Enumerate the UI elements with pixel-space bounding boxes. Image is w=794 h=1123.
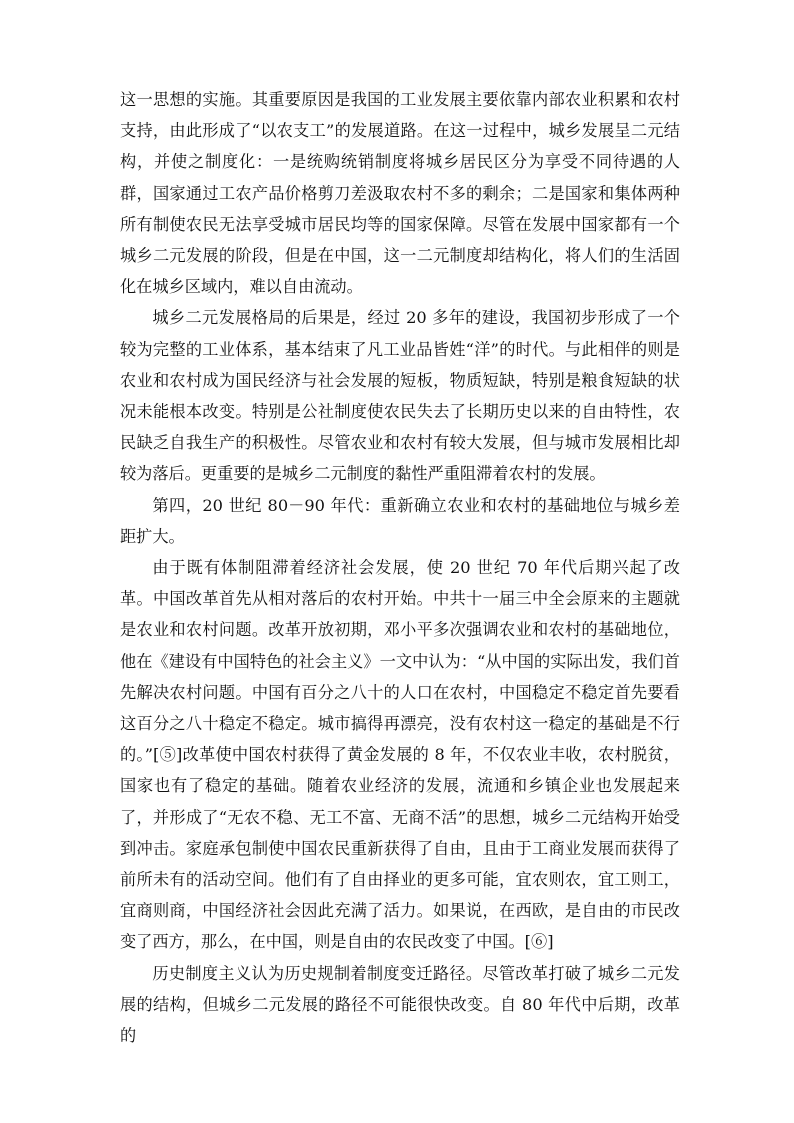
paragraph-5: 历史制度主义认为历史规制着制度变迁路径。尽管改革打破了城乡二元发展的结构，但城乡二元发展的路径不可能很快改变。自 80 年代中后期，改革的 bbox=[120, 963, 680, 1046]
paragraph-3-heading: 第四，20 世纪 80－90 年代：重新确立农业和农村的基础地位与城乡差距扩大。 bbox=[120, 495, 680, 546]
paragraph-4: 由于既有体制阻滞着经济社会发展，使 20 世纪 70 年代后期兴起了改革。中国改革首先从相对落后的农村开始。中共十一届三中全会原来的主题就是农业和农村问题。改革开放初期，邓小平多次强调农业和农村的基础地位，他在《建设有中国特色的社会主义》一文中认为：“从中国的实际出发，我们首先解决农村问题。中国有百分之八十的人口在农村，中国稳定不稳定首先要看这百分之八十稳定不稳定。城市搞得再漂亮，没有农村这一稳定的基础是不行的。”[⑤]改革使中国农村获得了黄金发展的 8 年，不仅农业丰收，农村脱贫，国家也有了稳定的基础。随着农业经济的发展，流通和乡镇企业也发展起来了，并形成了“无农不稳、无工不富、无商不活”的思想，城乡二元结构开始受到冲击。家庭承包制使中国农民重新获得了自由，且由于工商业发展而获得了前所未有的活动空间。他们有了自由择业的更多可能，宜农则农，宜工则工，宜商则商，中国经济社会因此充满了活力。如果说，在西欧，是自由的市民改变了西方，那么，在中国，则是自由的农民改变了中国。[⑥] bbox=[120, 558, 680, 952]
paragraph-1: 这一思想的实施。其重要原因是我国的工业发展主要依靠内部农业积累和农村支持，由此形成了“以农支工”的发展道路。在这一过程中，城乡发展呈二元结构，并使之制度化：一是统购统销制度将城乡居民区分为享受不同待遇的人群，国家通过工农产品价格剪刀差汲取农村不多的剩余；二是国家和集体两种所有制使农民无法享受城市居民均等的国家保障。尽管在发展中国家都有一个城乡二元发展的阶段，但是在中国，这一二元制度却结构化，将人们的生活固化在城乡区域内，难以自由流动。 bbox=[120, 90, 680, 297]
document-page bbox=[120, 84, 680, 1051]
paragraph-2: 城乡二元发展格局的后果是，经过 20 多年的建设，我国初步形成了一个较为完整的工业体系，基本结束了凡工业品皆姓“洋”的时代。与此相伴的则是农业和农村成为国民经济与社会发展的短板，物质短缺，特别是粮食短缺的状况未能根本改变。特别是公社制度使农民失去了长期历史以来的自由特性，农民缺乏自我生产的积极性。尽管农业和农村有较大发展，但与城市发展相比却较为落后。更重要的是城乡二元制度的黏性严重阻滞着农村的发展。 bbox=[120, 308, 680, 484]
